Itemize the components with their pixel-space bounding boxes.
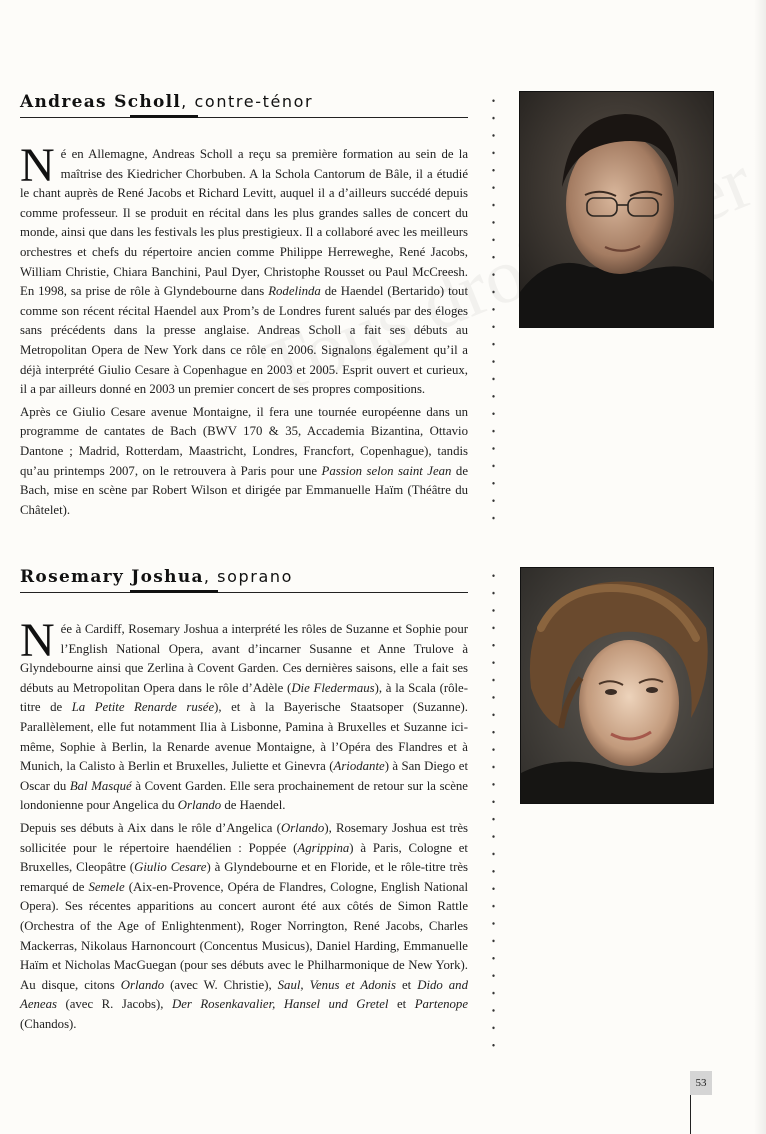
text-run: (Aix-en-Provence, Opéra de Flandres, Cologne, English National Opera). Ses récentes apparitions au concert auront été aux côtés de Simon Rattle (Orchestra of the Age of Enlightenment), Roger Norrington, René Jacobs, Charles Mackerras, Nikolaus Harnoncourt (Concentus Musicus), Daniel Harding, Emmanuelle Haïm et Nicholas MacGuegan (pour ses débuts avec le Philharmonique de New York). Au disque, citons: [20, 879, 469, 992]
bio-paragraph: [20, 139, 469, 400]
bio-paragraph: [20, 614, 469, 816]
italic-title: Orlando: [177, 798, 222, 813]
text-run: ) à Paris, Cologne et Bruxelles, Cleopâtre (: [20, 840, 468, 875]
text-run: ée à Cardiff, Rosemary Joshua a interprété les rôles de Suzanne et Sophie pour l’English National Opera, avant d’incarner Susanne et Anne Trulove à Glyndebourne ainsi que Zerlina à Covent Garden. Ces dernières saisons, elle a fait ses débuts au Metropolitan Opera dans le rôle d’Adèle (: [20, 622, 468, 695]
text-run: (Chandos).: [20, 1016, 77, 1031]
bio-text: [20, 139, 469, 520]
drop-cap: N: [20, 614, 55, 667]
text-run: ) à Glyndebourne et en Floride, et le rôle-titre très remarqué de: [20, 860, 469, 894]
italic-title: Ariodante: [333, 759, 385, 774]
text-run: ), et à la Bayerische Staatsoper (Suzanne). Parallèlement, elle fut notamment Ilia à Lisbonne, Pamina à Bruxelles et Suzanne ici-même, Sophie à Berlin, la Renarde avenue Montaigne, à l’Opéra des Flandres et à Munich, la Calisto à Berlin et Bruxelles, Juliette et Ginevra (: [20, 700, 468, 774]
section-heading: [20, 567, 468, 597]
text-run: ), à la Scala (rôle-titre de: [20, 680, 468, 715]
text-run: ), Rosemary Joshua est très sollicitée pour le répertoire haendélien : Poppée (: [20, 820, 468, 855]
artist-name: Rosemary Joshua: [20, 567, 204, 587]
italic-title: Agrippina: [297, 840, 350, 855]
section-heading: [20, 92, 468, 122]
artist-name: Andreas Scholl: [20, 92, 182, 112]
text-run: ) à San Diego et Oscar du: [20, 759, 469, 793]
text-run: é en Allemagne, Andreas Scholl a reçu sa première formation au sein de la maîtrise des Kiedricher Chorbuben. A la Schola Cantorum de Bâle, il a étudié le chant auprès de René Jacobs et Richard Levitt, auquel il a d’ailleurs succédé depuis comme professeur. Il se produit en récital dans les plus grandes salles de concert du monde, ainsi que dans les festivals les plus prestigieux. Il a collaboré avec les meilleurs orchestres et chefs du répertoire ancien comme Philippe Herreweghe, René Jacobs, William Christie, Chiara Banchini, Paul Dyer, Christophe Rousset ou Paul McCreesh. En 1998, sa prise de rôle à Glyndebourne dans: [20, 147, 468, 299]
italic-title: Bal Masqué: [69, 778, 132, 793]
text-run: de Bach, mise en scène par Robert Wilson et dirigée par Emmanuelle Haïm (Théâtre du Châtelet).: [20, 463, 469, 517]
text-run: à Covent Garden. Elle sera prochainement de retour sur la scène londonienne pour Angelica du: [20, 778, 468, 813]
text-run: et: [395, 977, 418, 992]
text-run: de Haendel (Bertarido) tout comme son récent récital Haendel aux Prom’s de Londres furent salués par des éloges sans précédents dans la presse anglaise. Andreas Scholl a fait ses débuts au Metropolitan Opera de New York dans ce rôle en 2006. Signalons également qu’il a déjà interprété Giulio Cesare à Copenhague en 2003 et 2005. Esprit ouvert et curieux, il a par ailleurs donné en 2003 un premier concert de ses propres compositions.: [20, 284, 469, 397]
italic-title: Passion selon saint Jean: [321, 463, 452, 478]
italic-title: Dido and Aeneas: [20, 977, 468, 1012]
artist-role: , contre-ténor: [181, 92, 314, 111]
italic-title: Partenope: [414, 997, 468, 1012]
italic-title: Saul, Venus et Adonis: [277, 977, 396, 992]
heading-rule: [20, 592, 468, 593]
italic-title: Der Rosenkavalier, Hansel und Gretel: [171, 997, 389, 1012]
bio-section-andreas-scholl: [20, 92, 468, 520]
artist-role: , soprano: [203, 567, 293, 586]
text-run: Depuis ses débuts à Aix dans le rôle d’Angelica (: [20, 820, 281, 835]
italic-title: La Petite Renarde rusée: [71, 700, 215, 715]
italic-title: Orlando: [280, 820, 325, 835]
page-number: 53: [690, 1071, 712, 1095]
heading-rule: [20, 117, 468, 118]
bio-paragraph: [20, 403, 468, 521]
page-edge-shadow: [754, 0, 766, 1134]
dotted-column-divider: [492, 92, 495, 532]
italic-title: Rodelinda: [268, 284, 321, 299]
bio-text: [20, 614, 469, 1034]
text-run: de Haendel.: [221, 798, 286, 813]
name-underline-bar: [130, 590, 218, 593]
bio-section-rosemary-joshua: [20, 567, 468, 1034]
text-run: (avec W. Christie),: [164, 977, 278, 992]
portrait-photo-rosemary-joshua: [520, 567, 714, 804]
text-run: et: [388, 997, 415, 1012]
italic-title: Die Fledermaus: [291, 680, 375, 695]
italic-title: Orlando: [120, 977, 165, 992]
name-underline-bar: [130, 115, 198, 118]
italic-title: Semele: [88, 879, 125, 894]
bio-paragraph: [20, 819, 468, 1035]
italic-title: Giulio Cesare: [134, 860, 207, 875]
text-run: (avec R. Jacobs),: [56, 997, 172, 1012]
dotted-column-divider: [492, 567, 495, 1047]
drop-cap: N: [20, 139, 55, 192]
portrait-photo-andreas-scholl: [519, 91, 714, 328]
artist-heading: [20, 92, 313, 112]
text-run: Après ce Giulio Cesare avenue Montaigne, il fera une tournée européenne dans un programme de cantates de Bach (BWV 170 & 35, Accademia Bizantina, Ottavio Dantone ; Madrid, Rotterdam, Maastricht, Londres, Francfort, Copenhague), tandis qu’au printemps 2007, on le retrouvera à Paris pour une: [20, 404, 468, 478]
artist-heading: [20, 567, 293, 587]
